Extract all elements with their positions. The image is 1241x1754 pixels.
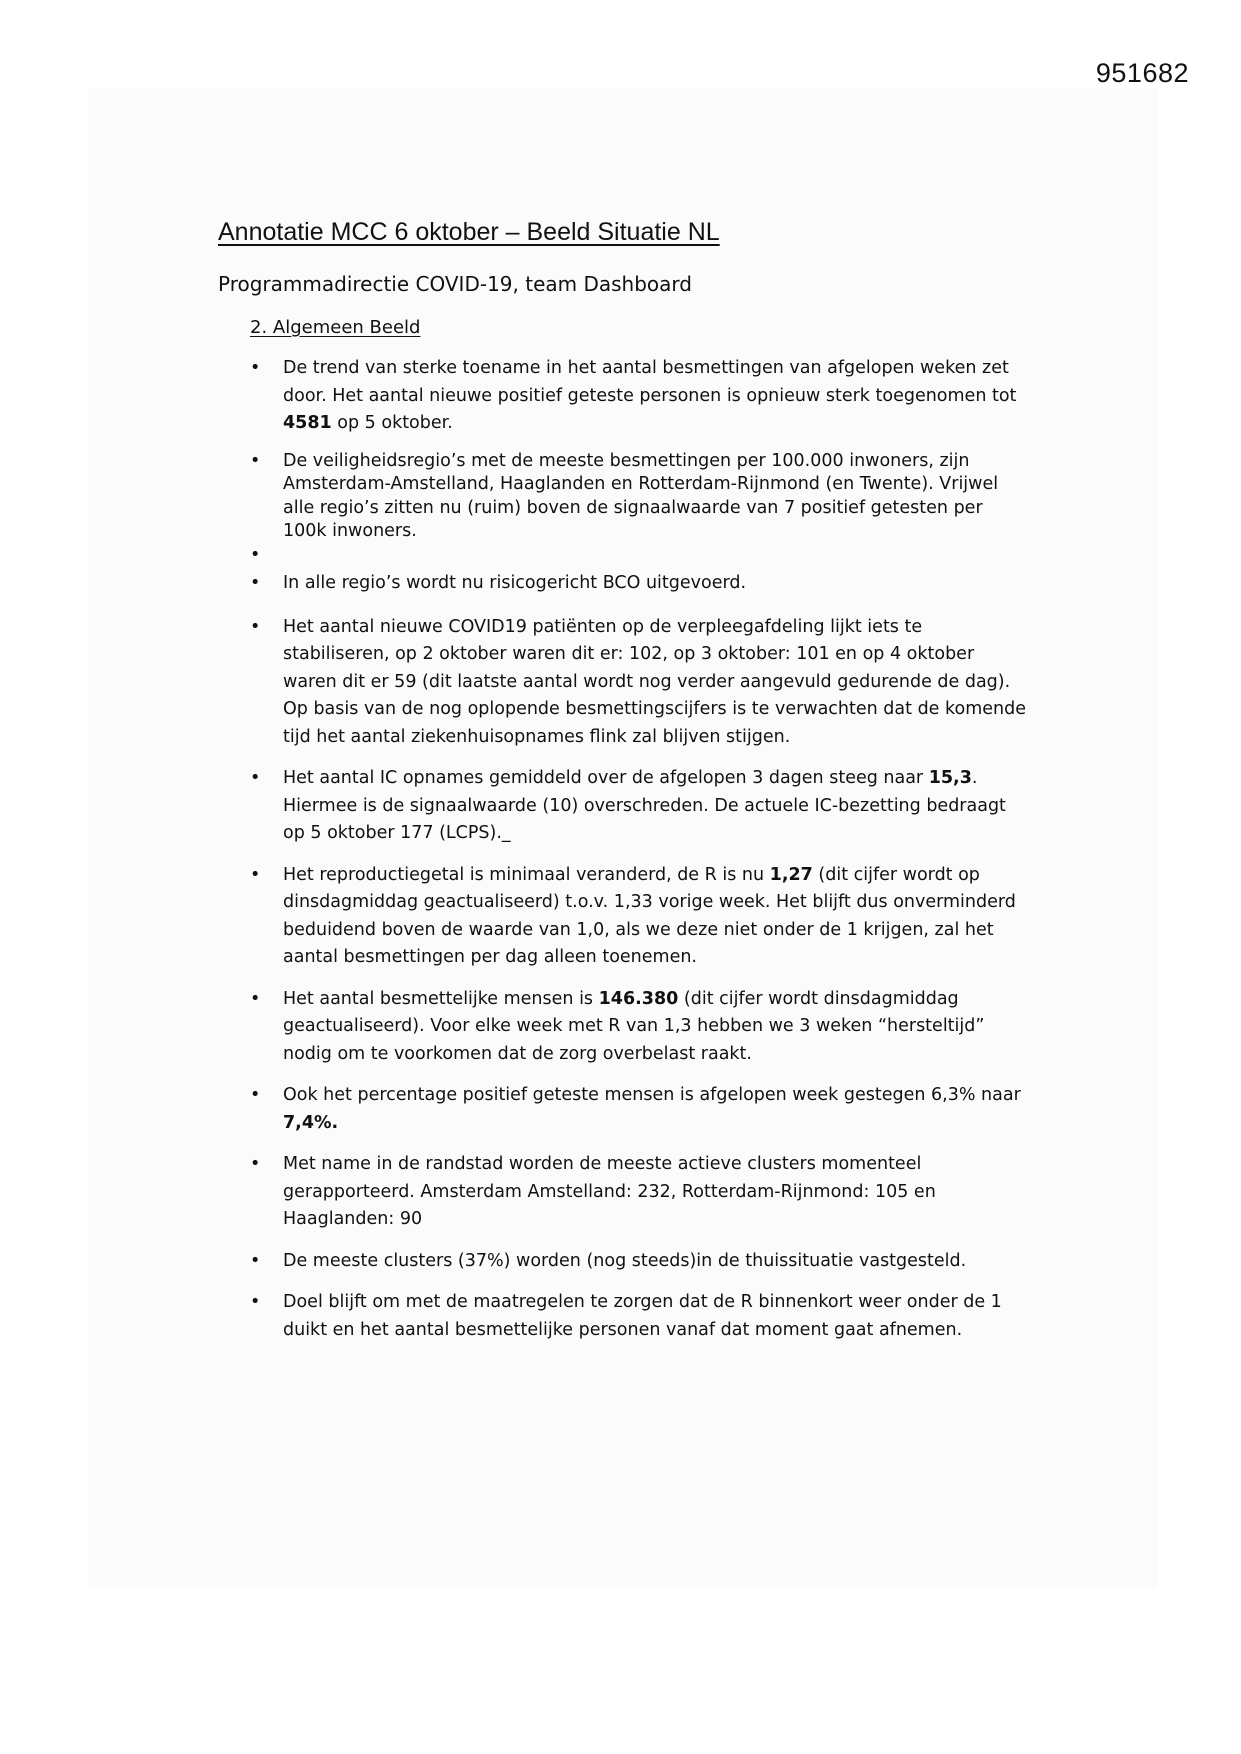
bullet-text: op 5 oktober. [331, 413, 453, 433]
document-id: 951682 [1095, 58, 1189, 88]
bullet-item-clusters-home [250, 1248, 1030, 1276]
bullet-text: De trend van sterke toename in het aantal besmettingen van afgelopen weken zet door. Het aantal nieuwe positief geteste personen is opnieuw sterk toegenomen tot [283, 358, 1017, 406]
bullet-highlight-value: 1,27 [769, 864, 813, 885]
bullet-item-clusters-randstad [250, 1151, 1030, 1234]
bullet-text: De veiligheidsregio’s met de meeste besmettingen per 100.000 inwoners, zijn Amsterdam-Amstelland, Haaglanden en Rotterdam-Rijnmond (en Twente). Vrijwel alle regio’s zitten nu (ruim) boven de signaalwaarde van 7 positief getesten per 100k inwoners. [283, 450, 999, 541]
bullet-text: Het reproductiegetal is minimaal veranderd, de R is nu [283, 864, 770, 885]
bullet-highlight-value: 146.380 [598, 988, 679, 1009]
bullet-text: . Hiermee is de signaalwaarde (10) overschreden. De actuele IC-bezetting bedraagt op 5 oktober 177 (LCPS)._ [283, 768, 1006, 843]
document-subtitle: Programmadirectie COVID-19, team Dashboard [218, 272, 692, 296]
bullet-text: Doel blijft om met de maatregelen te zorgen dat de R binnenkort weer onder de 1 duikt en het aantal besmettelijke personen vanaf dat moment gaat afnemen. [283, 1292, 1002, 1340]
bullet-text: De meeste clusters (37%) worden (nog steeds)in de thuissituatie vastgesteld. [283, 1250, 967, 1271]
bullet-item-empty [250, 544, 1030, 568]
bullet-list-main [250, 570, 1030, 1358]
bullet-item-goal [250, 1289, 1030, 1344]
bullet-item-positive-percentage [250, 1082, 1030, 1137]
bullet-item-reproduction-number [250, 862, 1030, 972]
bullet-item-bco [250, 570, 1030, 598]
bullet-highlight-value: 15,3 [928, 768, 972, 788]
bullet-text: Met name in de randstad worden de meeste actieve clusters momenteel gerapporteerd. Amsterdam Amstelland: 232, Rotterdam-Rijnmond: 105 en Haaglanden: 90 [283, 1154, 936, 1229]
bullet-text: Ook het percentage positief geteste mensen is afgelopen week gestegen 6,3% naar [283, 1085, 1021, 1105]
bullet-highlight-value: 7,4%. [283, 1112, 339, 1133]
bullet-item-new-cases [250, 355, 1030, 438]
document-title: Annotatie MCC 6 oktober – Beeld Situatie NL [218, 218, 720, 246]
section-heading: 2. Algemeen Beeld [250, 317, 421, 338]
bullet-highlight-value: 4581 [283, 413, 332, 433]
bullet-item-infectious-people [250, 986, 1030, 1069]
bullet-item-ward-patients [250, 614, 1030, 752]
bullet-item-regions [250, 450, 1030, 544]
bullet-item-ic-admissions [250, 765, 1030, 848]
bullet-text: Het aantal besmettelijke mensen is [283, 988, 599, 1009]
bullet-list-top [250, 355, 1030, 567]
bullet-text: (dit cijfer wordt dinsdagmiddag geactualiseerd). Voor elke week met R van 1,3 hebben we 3 weken “hersteltijd” nodig om te voorkomen dat de zorg overbelast raakt. [283, 988, 985, 1064]
bullet-text: Het aantal IC opnames gemiddeld over de afgelopen 3 dagen steeg naar [283, 768, 929, 788]
bullet-text: Het aantal nieuwe COVID19 patiënten op de verpleegafdeling lijkt iets te stabiliseren, op 2 oktober waren dit er: 102, op 3 oktober: 101 en op 4 oktober waren dit er 59 (dit laatste aantal wordt nog verder aangevuld gedurende de dag). Op basis van de nog oplopende besmettingscijfers is te verwachten dat de komende tijd het aantal ziekenhuisopnames flink zal blijven stijgen. [283, 616, 1026, 747]
bullet-text: In alle regio’s wordt nu risicogericht BCO uitgevoerd. [283, 573, 747, 593]
bullet-text: (dit cijfer wordt op dinsdagmiddag geactualiseerd) t.o.v. 1,33 vorige week. Het blijft dus onverminderd beduidend boven de waarde van 1,0, als we deze niet onder de 1 krijgen, zal het aantal besmettingen per dag alleen toenemen. [283, 864, 1016, 967]
